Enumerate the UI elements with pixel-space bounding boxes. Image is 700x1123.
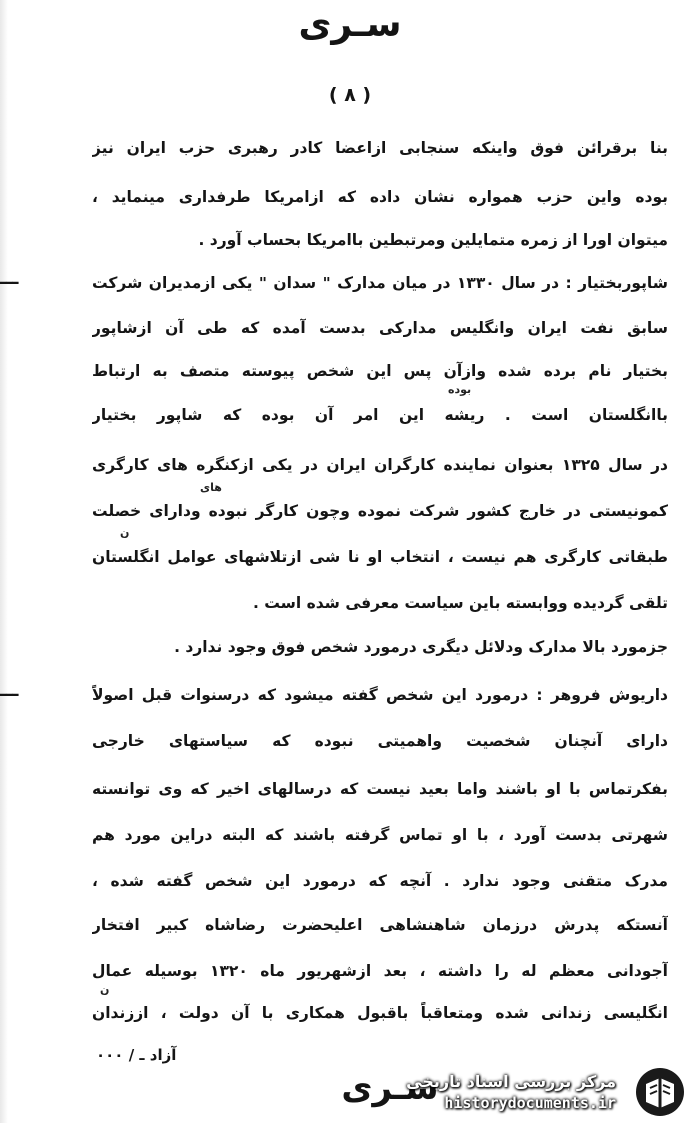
margin-note: های (200, 481, 222, 494)
scan-edge (0, 0, 8, 1123)
text-line: آجودانی معظم له را داشته ، بعد ازشهریور ماه ۱۳۲۰ بوسیله عمال (92, 962, 668, 980)
text-line: بوده واین حزب همواره نشان داده که ازامریکا طرفداری مینماید ، (92, 188, 668, 206)
margin-note: ن (120, 526, 130, 539)
text-line: بفکرتماس با او باشند واما بعید نیست که درسالهای اخیر که وی توانسته (92, 780, 668, 798)
text-line: تلقی گردیده ووابسته باین سیاست معرفی شده است . (252, 594, 668, 612)
text-line: در سال ۱۳۲۵ بعنوان نماینده کارگران ایران در یکی ازکنگره های کارگری (92, 456, 668, 474)
text-line: جزمورد بالا مدارک ودلائل دیگری درمورد شخص فوق وجود ندارد . (174, 638, 668, 656)
text-line: باانگلستان است . ریشه این امر آن بوده که شاپور بختیار (92, 406, 668, 424)
watermark-title: مرکز بررسی اسناد تاریخی (406, 1072, 616, 1091)
classification-header: سـری (298, 4, 402, 45)
text-line: طبقاتی کارگری هم نیست ، انتخاب او نا شی ازتلاشهای عوامل انگلستان (92, 548, 668, 566)
text-line: دارای آنچنان شخصیت واهمیتی نبوده که سیاستهای خارجی (92, 732, 668, 750)
text-line: داریوش فروهر : درمورد این شخص گفته میشود که درسنوات قبل اصولاً (92, 686, 668, 704)
margin-note: ن (100, 983, 110, 996)
text-line: بنا برقرائن فوق واینکه سنجابی ازاعضا کادر رهبری حزب ایران نیز (92, 139, 668, 157)
bullet-dash: ـــ (0, 268, 19, 289)
archive-logo-icon (634, 1066, 686, 1118)
margin-note: بوده (448, 383, 472, 396)
watermark-url: historydocuments.ir (444, 1094, 616, 1112)
classification-footer: سـری (341, 1068, 439, 1108)
text-line: سابق نفت ایران وانگلیس مدارکی بدست آمده که طی آن ازشاپور (92, 319, 668, 337)
bullet-dash: ـــ (0, 680, 19, 701)
text-line: آنستکه پدرش درزمان شاهنشاهی اعلیحضرت رضاشاه کبیر افتخار (92, 916, 668, 934)
text-line: انگلیسی زندانی شده ومتعاقباً باقبول همکاری با آن دولت ، اززندان (92, 1004, 668, 1022)
text-line: شهرتی بدست آورد ، با او تماس گرفته باشند که البته دراین مورد هم (92, 826, 668, 844)
text-line: شاپوربختیار : در سال ۱۳۳۰ در میان مدارک " سدان " یکی ازمدیران شرکت (92, 274, 668, 292)
footer-amount: آزاد ـ / ۰۰۰ (96, 1046, 177, 1064)
text-line: میتوان اورا از زمره متمایلین ومرتبطین باامریکا بحساب آورد . (198, 231, 668, 249)
text-line: بختیار نام برده شده وازآن پس این شخص پیوسته متصف به ارتباط (92, 362, 668, 380)
text-line: مدرک متقنی وجود ندارد . آنچه که درمورد این شخص گفته شده ، (92, 872, 668, 890)
text-line: کمونیستی در خارج کشور شرکت نموده وچون کارگر نبوده ودارای خصلت (92, 502, 668, 520)
watermark (400, 1066, 686, 1116)
page-number: ( ۸ ) (328, 84, 372, 106)
